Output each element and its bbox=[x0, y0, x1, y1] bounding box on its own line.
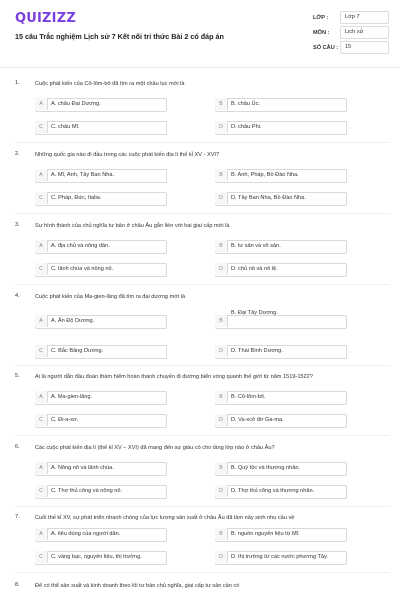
question-text: Sự hình thành của chủ nghĩa tư bản ở châu Âu gắn liền với hai giai cấp mới là bbox=[35, 223, 230, 229]
option-text: B. Cô-lôm-bô. bbox=[231, 394, 266, 400]
option-letter: B bbox=[215, 169, 228, 181]
option-letter: A bbox=[35, 528, 48, 540]
option-text: A. tiêu dùng của người dân. bbox=[51, 531, 121, 537]
option-letter: D bbox=[215, 121, 228, 133]
option-text: D. Thợ thủ công và thương nhân. bbox=[231, 488, 315, 494]
option-text: C. Đi-a-xơ. bbox=[51, 417, 79, 423]
option-letter: C bbox=[35, 485, 48, 497]
option-text: C. Pháp, Đức, Italia. bbox=[51, 195, 102, 201]
option-text: D. Tây Ban Nha, Bồ Đào Nha. bbox=[231, 195, 306, 201]
meta-value: Lịch sử bbox=[340, 26, 389, 39]
option-letter: C bbox=[35, 263, 48, 275]
option-letter: D bbox=[215, 345, 228, 357]
question-number: 8. bbox=[15, 582, 20, 588]
option-letter: B bbox=[215, 240, 228, 252]
option-letter: C bbox=[35, 551, 48, 563]
question-text: Các cuộc phát kiến địa lí (thế kỉ XV – XVI) đã mang đến sự giàu có cho tầng lớp nào ở châu Âu? bbox=[35, 445, 275, 451]
question-divider bbox=[15, 506, 390, 507]
option-text: B. châu Úc. bbox=[231, 101, 260, 107]
question-divider bbox=[15, 435, 390, 436]
option-text: A. Nông nô và lãnh chúa. bbox=[51, 465, 114, 471]
option-letter: D bbox=[215, 192, 228, 204]
page-title: 15 câu Trắc nghiệm Lịch sử 7 Kết nối tri thức Bài 2 có đáp án bbox=[15, 32, 224, 41]
question-number: 5. bbox=[15, 373, 20, 379]
meta-key: MÔN : bbox=[313, 29, 330, 36]
option-letter: A bbox=[35, 391, 48, 403]
question-divider bbox=[15, 365, 390, 366]
meta-value: Lớp 7 bbox=[340, 11, 389, 24]
option-text: B. nguồn nguyên liệu từ Mĩ. bbox=[231, 531, 300, 537]
question-divider bbox=[15, 284, 390, 285]
option-text: C. Thợ thủ công và nông nô. bbox=[51, 488, 123, 494]
option-letter: B bbox=[215, 98, 228, 110]
option-letter: B bbox=[215, 462, 228, 474]
option-letter: D bbox=[215, 485, 228, 497]
question-number: 3. bbox=[15, 222, 20, 228]
question-text: Ai là người dẫn đầu đoàn thám hiểm hoàn thành chuyến đi đường biển vòng quanh thế giới từ năm 1519-1522? bbox=[35, 374, 313, 380]
quizizz-logo: QUIZIZZ bbox=[15, 11, 76, 26]
option-text: D. thị trường từ các nước phương Tây. bbox=[231, 554, 328, 560]
option-text: D. Thái Bình Dương. bbox=[231, 348, 283, 354]
question-number: 1. bbox=[15, 80, 20, 86]
option-letter: D bbox=[215, 414, 228, 426]
option-text: A. Ma-gien-lăng. bbox=[51, 394, 93, 400]
meta-row-subject bbox=[313, 25, 389, 40]
question-number: 2. bbox=[15, 151, 20, 157]
option-text: A. Ấn Độ Dương. bbox=[51, 318, 95, 324]
question-divider bbox=[15, 142, 390, 143]
question-text: Để có thể sản xuất và kinh doanh theo lối tư bản chủ nghĩa, giai cấp tư sản cần có bbox=[35, 583, 240, 589]
header-divider bbox=[0, 67, 400, 68]
meta-key: LỚP : bbox=[313, 14, 329, 21]
meta-row-count bbox=[313, 40, 389, 55]
question-number: 4. bbox=[15, 293, 20, 299]
option-text: B. Đại Tây Dương. bbox=[231, 310, 278, 316]
meta-row-class bbox=[313, 10, 389, 25]
option-letter: C bbox=[35, 192, 48, 204]
option-letter: C bbox=[35, 345, 48, 357]
option-letter: B bbox=[215, 528, 228, 540]
option-text: C. vàng bạc, nguyên liệu, thị trường. bbox=[51, 554, 142, 560]
question-text: Cuối thế kỉ XV, sự phát triển nhanh chóng của lực lượng sản xuất ở châu Âu đã làm nảy sinh nhu cầu về bbox=[35, 515, 295, 521]
question-divider bbox=[15, 213, 390, 214]
question-text: Cuộc phát kiến của Ma-gien-lăng đã tìm ra đại dương mới là bbox=[35, 294, 186, 300]
option-letter: D bbox=[215, 263, 228, 275]
option-letter: B bbox=[215, 391, 228, 403]
question-text: Cuộc phát kiến của Cô-lôm-bô đã tìm ra một châu lục mới là bbox=[35, 81, 185, 87]
question-number: 7. bbox=[15, 514, 20, 520]
option-text: A. châu Đại Dương. bbox=[51, 101, 101, 107]
option-text: D. Va-xcô đơ Ga-ma. bbox=[231, 417, 284, 423]
option-text: B. tư sản và vô sản. bbox=[231, 243, 281, 249]
option-text: D. chủ nô và nô lệ. bbox=[231, 266, 278, 272]
question-divider bbox=[15, 572, 390, 573]
option-text: C. Bắc Băng Dương. bbox=[51, 348, 104, 354]
option-letter: A bbox=[35, 169, 48, 181]
option-letter: A bbox=[35, 462, 48, 474]
option-letter: A bbox=[35, 240, 48, 252]
question-text: Những quốc gia nào đi đầu trong các cuộc phát kiến địa lí thế kỉ XV - XVI? bbox=[35, 152, 220, 158]
option-letter: A bbox=[35, 98, 48, 110]
option-letter: B bbox=[215, 315, 228, 327]
option-text: C. châu Mĩ. bbox=[51, 124, 80, 130]
option-text: D. châu Phi. bbox=[231, 124, 262, 130]
option-text: C. lãnh chúa và nông nô. bbox=[51, 266, 114, 272]
option-letter: A bbox=[35, 315, 48, 327]
option-text: B. Anh, Pháp, Bồ Đào Nha. bbox=[231, 172, 299, 178]
meta-value: 15 bbox=[340, 41, 389, 54]
meta-panel bbox=[313, 10, 389, 55]
meta-key: SỐ CÂU : bbox=[313, 44, 339, 51]
option-letter: C bbox=[35, 414, 48, 426]
option-text: A. Mĩ, Anh, Tây Ban Nha. bbox=[51, 172, 115, 178]
option-letter: D bbox=[215, 551, 228, 563]
question-number: 6. bbox=[15, 444, 20, 450]
option-letter: C bbox=[35, 121, 48, 133]
option-text: A. địa chủ và nông dân. bbox=[51, 243, 110, 249]
option-text: B. Quý tộc và thương nhân. bbox=[231, 465, 300, 471]
